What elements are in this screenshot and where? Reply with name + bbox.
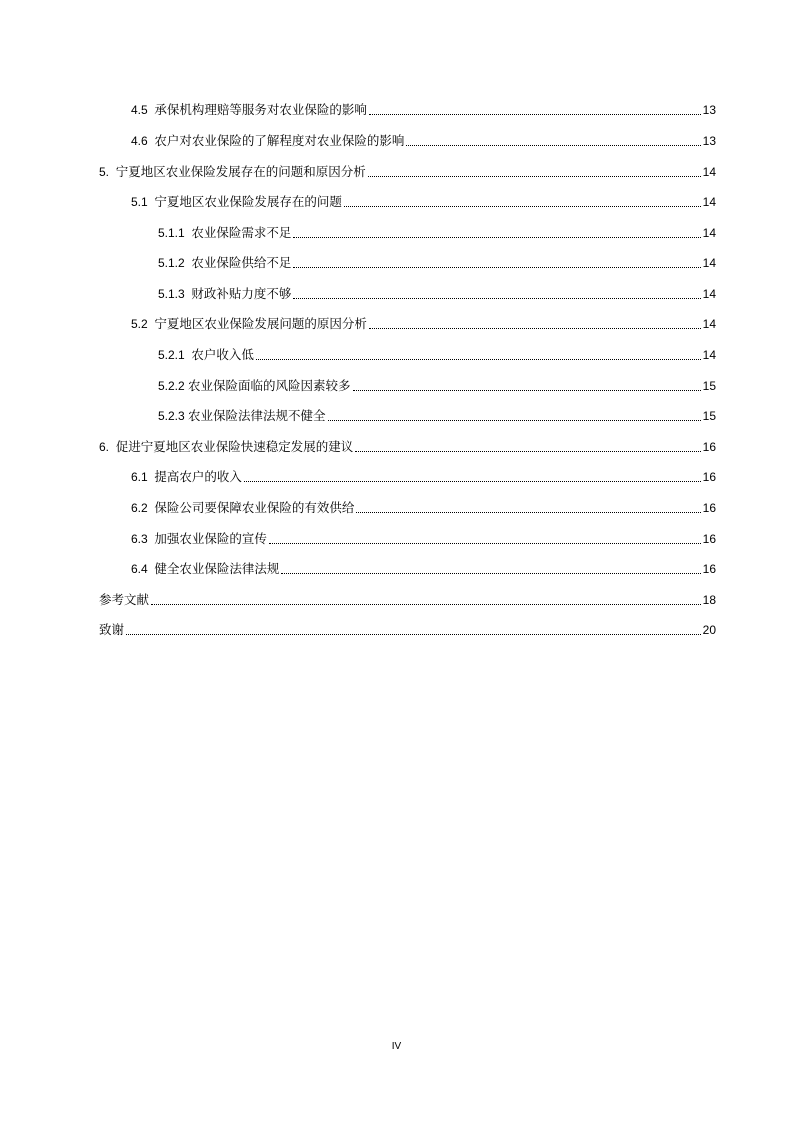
toc-entry-number: 5.2 xyxy=(131,317,155,331)
toc-entry-acknowledgements[interactable] xyxy=(99,620,716,640)
toc-entry-6[interactable] xyxy=(99,437,716,457)
toc-entry-number: 4.6 xyxy=(131,134,155,148)
toc-dot-leader xyxy=(406,145,700,146)
toc-dot-leader xyxy=(293,267,700,268)
toc-entry-page: 14 xyxy=(702,317,716,331)
toc-entry-page: 14 xyxy=(702,195,716,209)
toc-entry-title: 致谢 xyxy=(99,622,125,637)
toc-dot-leader xyxy=(368,176,701,177)
toc-entry-title: 宁夏地区农业保险发展问题的原因分析 xyxy=(154,316,367,331)
toc-entry-page: 20 xyxy=(702,623,716,637)
toc-entry-5-1[interactable] xyxy=(131,192,716,212)
toc-entry-6-1[interactable] xyxy=(131,467,716,487)
toc-entry-references[interactable] xyxy=(99,590,716,610)
toc-entry-title: 承保机构理赔等服务对农业保险的影响 xyxy=(154,102,367,117)
toc-entry-page: 16 xyxy=(702,532,716,546)
toc-entry-page: 18 xyxy=(702,593,716,607)
toc-entry-page: 15 xyxy=(702,409,716,423)
toc-dot-leader xyxy=(369,114,701,115)
toc-entry-5-1-3[interactable] xyxy=(158,284,716,304)
toc-entry-number: 5.1.1 xyxy=(158,226,192,240)
toc-dot-leader xyxy=(328,420,701,421)
toc-entry-number: 5. xyxy=(99,165,116,179)
toc-entry-title: 农户对农业保险的了解程度对农业保险的影响 xyxy=(154,133,405,148)
toc-entry-number: 6.4 xyxy=(131,562,155,576)
toc-entry-number: 6.1 xyxy=(131,470,155,484)
toc-entry-title: 农业保险面临的风险因素较多 xyxy=(188,378,351,393)
toc-dot-leader xyxy=(256,359,701,360)
toc-dot-leader xyxy=(344,206,701,207)
toc-entry-number: 6. xyxy=(99,440,116,454)
toc-entry-number: 5.2.2 xyxy=(158,379,189,393)
toc-entry-number: 5.2.3 xyxy=(158,409,189,423)
toc-entry-title: 促进宁夏地区农业保险快速稳定发展的建议 xyxy=(115,439,354,454)
toc-entry-title: 加强农业保险的宣传 xyxy=(154,531,267,546)
toc-dot-leader xyxy=(355,451,700,452)
toc-entry-number: 4.5 xyxy=(131,103,155,117)
toc-entry-6-2[interactable] xyxy=(131,498,716,518)
toc-entry-page: 14 xyxy=(702,287,716,301)
toc-entry-title: 农业保险法律法规不健全 xyxy=(188,408,326,423)
toc-dot-leader xyxy=(244,481,701,482)
toc-entry-title: 农户收入低 xyxy=(191,347,254,362)
toc-entry-page: 14 xyxy=(702,226,716,240)
toc-entry-page: 16 xyxy=(702,470,716,484)
toc-entry-title: 农业保险需求不足 xyxy=(191,225,292,240)
page-number-footer: IV xyxy=(391,1041,402,1052)
toc-entry-number: 5.1 xyxy=(131,195,155,209)
toc-entry-5-2-3[interactable] xyxy=(158,406,716,426)
toc-entry-number: 6.3 xyxy=(131,532,155,546)
toc-entry-number: 5.2.1 xyxy=(158,348,192,362)
toc-dot-leader xyxy=(353,390,701,391)
toc-entry-title: 财政补贴力度不够 xyxy=(191,286,292,301)
toc-entry-title: 参考文献 xyxy=(99,592,150,607)
toc-entry-title: 健全农业保险法律法规 xyxy=(154,561,280,576)
toc-entry-5-1-2[interactable] xyxy=(158,253,716,273)
toc-entry-title: 农业保险供给不足 xyxy=(191,255,292,270)
toc-entry-page: 16 xyxy=(702,501,716,515)
toc-entry-4-5[interactable] xyxy=(131,100,716,120)
toc-entry-4-6[interactable] xyxy=(131,131,716,151)
toc-entry-5-2-1[interactable] xyxy=(158,345,716,365)
toc-entry-title: 保险公司要保障农业保险的有效供给 xyxy=(154,500,355,515)
toc-entry-page: 14 xyxy=(702,348,716,362)
toc-entry-number: 5.1.3 xyxy=(158,287,192,301)
toc-entry-title: 宁夏地区农业保险发展存在的问题和原因分析 xyxy=(115,164,366,179)
toc-dot-leader xyxy=(151,604,701,605)
toc-dot-leader xyxy=(269,543,701,544)
toc-entry-page: 13 xyxy=(702,103,716,117)
toc-entry-page: 15 xyxy=(702,379,716,393)
toc-entry-5-2-2[interactable] xyxy=(158,376,716,396)
toc-dot-leader xyxy=(356,512,700,513)
toc-entry-number: 6.2 xyxy=(131,501,155,515)
toc-entry-page: 14 xyxy=(702,165,716,179)
toc-entry-5-1-1[interactable] xyxy=(158,223,716,243)
toc-entry-page: 14 xyxy=(702,256,716,270)
toc-entry-6-3[interactable] xyxy=(131,529,716,549)
toc-entry-5[interactable] xyxy=(99,162,716,182)
toc-entry-number: 5.1.2 xyxy=(158,256,192,270)
toc-dot-leader xyxy=(281,573,700,574)
toc-dot-leader xyxy=(293,237,700,238)
toc-entry-page: 16 xyxy=(702,440,716,454)
toc-entry-page: 13 xyxy=(702,134,716,148)
toc-entry-title: 提高农户的收入 xyxy=(154,469,242,484)
toc-dot-leader xyxy=(369,328,701,329)
toc-entry-title: 宁夏地区农业保险发展存在的问题 xyxy=(154,194,342,209)
toc-dot-leader xyxy=(126,634,701,635)
toc-entry-page: 16 xyxy=(702,562,716,576)
toc-entry-6-4[interactable] xyxy=(131,559,716,579)
toc-entry-5-2[interactable] xyxy=(131,314,716,334)
toc-dot-leader xyxy=(293,298,700,299)
